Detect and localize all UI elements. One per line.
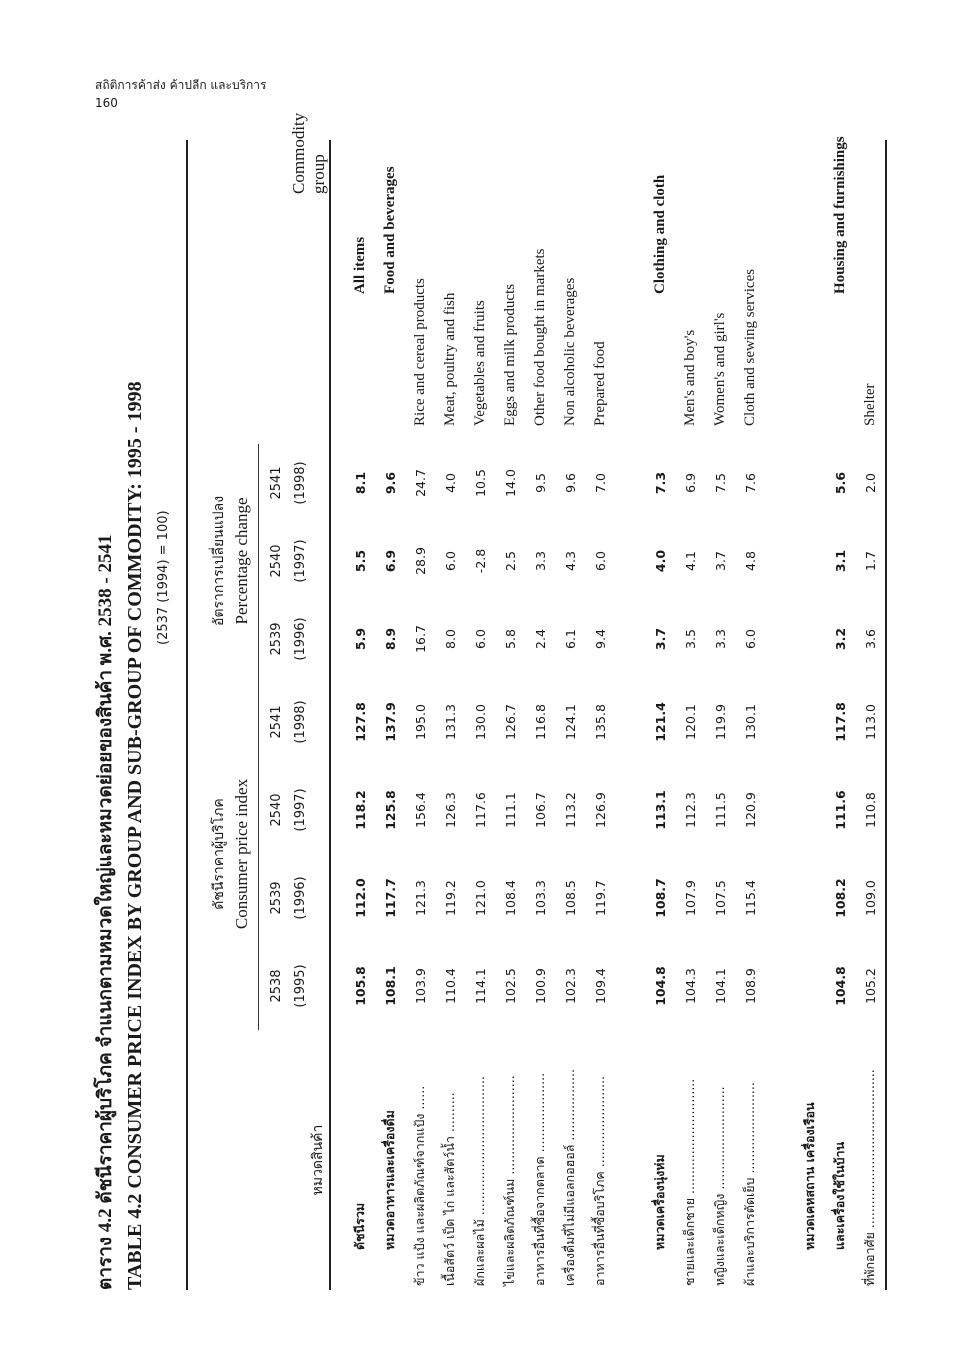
cpi-value: 117.8 <box>832 702 848 742</box>
cpi-value: 113.1 <box>652 790 668 830</box>
pct-change-value <box>795 522 825 600</box>
table-title-thai: ตาราง 4.2 ดัชนีราคาผู้บริโภค จำแนกตามหมวดใหญ่และหมวดย่อยของสินค้า พ.ศ. 2538 - 2541 <box>95 534 116 1290</box>
pct-change-value: 2.5 <box>502 551 518 571</box>
commodity-thai: อาหารอื่นที่ซื้อจากตลาด .................... <box>532 1072 547 1286</box>
commodity-thai: ไข่และผลิตภัณฑ์นม ......................... <box>502 1075 517 1286</box>
cpi-value: 109.4 <box>592 968 608 1004</box>
year-be-header: 2539 <box>268 881 284 915</box>
table-body <box>330 136 886 1290</box>
table-row <box>375 140 405 1290</box>
commodity-thai: หมวดเคหสถาน เครื่องเรือน <box>802 1102 817 1250</box>
cpi-value: 107.9 <box>682 880 698 916</box>
commodity-english: Non alcoholic beverages <box>561 277 578 426</box>
year-be-header: 2541 <box>268 705 284 739</box>
cpi-header-english: Consumer price index <box>232 778 251 930</box>
table-row <box>345 140 375 1290</box>
commodity-english: Men's and boy's <box>681 329 698 426</box>
cpi-value: 110.8 <box>862 792 878 828</box>
pct-year-ad-header: (1997) <box>293 539 308 583</box>
cpi-value: 125.8 <box>382 790 398 830</box>
cpi-value: 126.3 <box>442 792 458 828</box>
pct-change-value: 24.7 <box>412 469 428 497</box>
commodity-english <box>795 140 825 444</box>
pct-change-value: 2.4 <box>532 629 548 649</box>
table-row <box>735 140 765 1290</box>
commodity-english: Clothing and cloth <box>651 174 668 294</box>
cpi-value: 126.9 <box>592 792 608 828</box>
commodity-thai: และเครื่องใช้ในบ้าน <box>832 1141 847 1250</box>
pct-change-value: 9.6 <box>562 473 578 493</box>
cpi-value: 113.2 <box>562 792 578 828</box>
page-header <box>95 76 266 112</box>
pct-change-value: 3.7 <box>652 627 668 651</box>
spacer-row <box>765 140 795 1290</box>
commodity-thai: อาหารอื่นที่ซื้อบริโภค ....................... <box>592 1075 607 1286</box>
pct-change-value: 6.0 <box>472 629 488 649</box>
cpi-value: 195.0 <box>412 704 428 740</box>
commodity-english: Rice and cereal products <box>411 278 428 426</box>
commodity-header-english: Commodity group <box>289 112 328 194</box>
cpi-value <box>795 942 825 1030</box>
table-row <box>825 140 855 1290</box>
pct-change-value: 7.3 <box>652 471 668 495</box>
cpi-header-thai: ดัชนีราคาผู้บริโภค <box>211 798 227 910</box>
pct-change-value: 4.0 <box>652 549 668 573</box>
year-ad-header: (1997) <box>293 788 308 832</box>
table-row <box>585 140 615 1290</box>
cpi-value: 119.2 <box>442 880 458 916</box>
cpi-value: 102.3 <box>562 968 578 1004</box>
table-row <box>405 140 435 1290</box>
commodity-thai: ชายและเด็กชาย ............................. <box>682 1078 697 1286</box>
cpi-value: 110.4 <box>442 968 458 1004</box>
commodity-thai: หมวดเครื่องนุ่งห่ม <box>652 1154 667 1250</box>
commodity-thai: ผ้าและบริการตัดเย็บ ....................... <box>742 1082 757 1286</box>
cpi-value: 127.8 <box>352 702 368 742</box>
pct-change-value <box>795 600 825 678</box>
cpi-value: 109.0 <box>862 880 878 916</box>
spacer-row <box>615 140 645 1290</box>
pct-change-value: 5.8 <box>502 629 518 649</box>
pct-year-be-header: 2541 <box>268 466 284 500</box>
pct-change-value: 5.6 <box>832 471 848 495</box>
cpi-value: 120.1 <box>682 704 698 740</box>
commodity-english: Food and beverages <box>381 166 398 294</box>
pct-change-value: 6.9 <box>682 473 698 493</box>
year-ad-header: (1996) <box>293 876 308 920</box>
pct-change-value: 3.1 <box>832 549 848 573</box>
year-ad-header: (1995) <box>293 964 308 1008</box>
year-be-header: 2538 <box>268 969 284 1003</box>
cpi-value <box>795 678 825 766</box>
cpi-value: 114.1 <box>472 968 488 1004</box>
commodity-english: Eggs and milk products <box>501 283 518 426</box>
pct-change-value: 6.0 <box>592 551 608 571</box>
cpi-value: 120.9 <box>742 792 758 828</box>
cpi-value: 113.0 <box>862 704 878 740</box>
pct-change-value: 8.1 <box>352 471 368 495</box>
pct-change-value: 3.3 <box>712 629 728 649</box>
cpi-value: 118.2 <box>352 790 368 830</box>
cpi-value: 135.8 <box>592 704 608 740</box>
table-row <box>525 140 555 1290</box>
cpi-value: 111.6 <box>832 790 848 830</box>
cpi-value: 119.9 <box>712 704 728 740</box>
pct-change-value: 4.1 <box>682 551 698 571</box>
pct-change-value: 9.4 <box>592 629 608 649</box>
cpi-value: 121.4 <box>652 702 668 742</box>
cpi-value: 108.1 <box>382 966 398 1006</box>
commodity-english: Vegetables and fruits <box>471 300 488 426</box>
table-title-english: TABLE 4.2 CONSUMER PRICE INDEX BY GROUP AND SUB-GROUP OF COMMODITY: 1995 - 1998 <box>124 381 146 1290</box>
commodity-english: Housing and furnishings <box>831 136 848 294</box>
cpi-value: 100.9 <box>532 968 548 1004</box>
cpi-value: 102.5 <box>502 968 518 1004</box>
commodity-thai: ผักและผลไม้ ................................... <box>472 1076 487 1286</box>
pct-change-value: 10.5 <box>472 469 488 497</box>
cpi-value: 116.8 <box>532 704 548 740</box>
cpi-value: 105.8 <box>352 966 368 1006</box>
cpi-group-header <box>187 678 259 1030</box>
commodity-english: All items <box>351 236 368 294</box>
cpi-value: 105.2 <box>862 968 878 1004</box>
pct-change-value: 6.1 <box>562 629 578 649</box>
pct-change-value: 7.5 <box>712 473 728 493</box>
commodity-english: Women's and girl's <box>711 312 728 426</box>
cpi-value: 121.3 <box>412 880 428 916</box>
cpi-value: 108.4 <box>502 880 518 916</box>
pct-change-value: 14.0 <box>502 469 518 497</box>
pct-change-value: 2.0 <box>862 473 878 493</box>
pct-change-value: 3.2 <box>832 627 848 651</box>
pct-change-value: 7.6 <box>742 473 758 493</box>
table-row <box>435 140 465 1290</box>
commodity-thai: หมวดอาหารและเครื่องดื่ม <box>382 1110 397 1250</box>
pct-change-value: 28.9 <box>412 547 428 575</box>
pct-year-be-header: 2540 <box>268 544 284 578</box>
pct-change-value: 3.7 <box>712 551 728 571</box>
cpi-value: 106.7 <box>532 792 548 828</box>
cpi-value: 130.1 <box>742 704 758 740</box>
cpi-value: 130.0 <box>472 704 488 740</box>
pct-change-value: 8.0 <box>442 629 458 649</box>
cpi-value: 104.8 <box>652 966 668 1006</box>
pct-change-value: 6.0 <box>442 551 458 571</box>
cpi-value: 108.2 <box>832 878 848 918</box>
commodity-english: Other food bought in markets <box>531 248 548 426</box>
commodity-thai: ดัชนีรวม <box>352 1202 367 1250</box>
pct-change-value: 6.0 <box>742 629 758 649</box>
cpi-value <box>795 766 825 854</box>
pct-header-english: Percentage change <box>232 497 251 625</box>
table-row <box>675 140 705 1290</box>
pct-change-value: 5.5 <box>352 549 368 573</box>
pct-change-value: 4.3 <box>562 551 578 571</box>
page-number: 160 <box>95 96 118 110</box>
cpi-value: 112.3 <box>682 792 698 828</box>
table-row <box>555 140 585 1290</box>
pct-change-value: 3.6 <box>862 629 878 649</box>
pct-change-value: 6.9 <box>382 549 398 573</box>
cpi-value: 124.1 <box>562 704 578 740</box>
pct-change-value: 3.5 <box>682 629 698 649</box>
commodity-english: Cloth and sewing services <box>741 268 758 426</box>
pct-change-value: 1.7 <box>862 551 878 571</box>
pct-change-value: 16.7 <box>412 625 428 653</box>
table-row <box>855 140 886 1290</box>
pct-group-header <box>187 444 259 678</box>
rotated-table-page <box>90 112 878 1290</box>
commodity-thai: ข้าว แป้ง และผลิตภัณฑ์จากแป้ง ...... <box>412 1085 427 1286</box>
commodity-thai: เครื่องดื่มที่ไม่มีแอลกอฮอล์ .................. <box>562 1069 577 1286</box>
pct-change-value: 9.5 <box>532 473 548 493</box>
cpi-value: 111.1 <box>502 792 518 828</box>
cpi-value: 115.4 <box>742 880 758 916</box>
cpi-value: 108.7 <box>652 878 668 918</box>
table-row <box>645 140 675 1290</box>
cpi-value: 103.9 <box>412 968 428 1004</box>
commodity-english: Prepared food <box>591 341 608 426</box>
commodity-english: Meat, poultry and fish <box>441 292 458 426</box>
pct-change-value: 8.9 <box>382 627 398 651</box>
pct-year-ad-header: (1996) <box>293 617 308 661</box>
table-row <box>465 140 495 1290</box>
pct-change-value: 7.0 <box>592 473 608 493</box>
cpi-value: 112.0 <box>352 878 368 918</box>
cpi-value: 111.5 <box>712 792 728 828</box>
publication-title: สถิติการค้าส่ง ค้าปลีก และบริการ <box>95 78 267 92</box>
base-year-note: (2537 (1994) = 100) <box>156 510 171 645</box>
commodity-header-thai: หมวดสินค้า <box>310 1124 326 1196</box>
pct-change-value: -2.8 <box>472 548 488 574</box>
commodity-thai: ที่พักอาศัย ........................................ <box>862 1069 877 1286</box>
pct-change-value: 4.8 <box>742 551 758 571</box>
pct-change-value: 5.9 <box>352 627 368 651</box>
commodity-english: Shelter <box>861 383 878 426</box>
table-row <box>705 140 735 1290</box>
cpi-value <box>795 854 825 942</box>
cpi-value: 131.3 <box>442 704 458 740</box>
cpi-value: 104.1 <box>712 968 728 1004</box>
cpi-table <box>186 112 887 1290</box>
pct-change-value: 4.0 <box>442 473 458 493</box>
cpi-value: 104.3 <box>682 968 698 1004</box>
cpi-value: 126.7 <box>502 704 518 740</box>
table-row <box>495 140 525 1290</box>
year-be-header: 2540 <box>268 793 284 827</box>
pct-header-thai: อัตราการเปลี่ยนแปลง <box>211 495 227 627</box>
cpi-value: 137.9 <box>382 702 398 742</box>
cpi-value: 104.8 <box>832 966 848 1006</box>
commodity-thai: เนื้อสัตว์ เป็ด ไก่ และสัตว์น้ำ .......... <box>442 1092 457 1286</box>
cpi-value: 119.7 <box>592 880 608 916</box>
pct-change-value: 9.6 <box>382 471 398 495</box>
cpi-value: 108.5 <box>562 880 578 916</box>
cpi-value: 156.4 <box>412 792 428 828</box>
cpi-value: 117.6 <box>472 792 488 828</box>
cpi-value: 117.7 <box>382 878 398 918</box>
year-ad-header: (1998) <box>293 700 308 744</box>
cpi-value: 107.5 <box>712 880 728 916</box>
commodity-thai: หญิงและเด็กหญิง .......................... <box>712 1086 727 1286</box>
cpi-value: 121.0 <box>472 880 488 916</box>
pct-year-be-header: 2539 <box>268 622 284 656</box>
pct-change-value: 3.3 <box>532 551 548 571</box>
cpi-value: 103.3 <box>532 880 548 916</box>
pct-change-value <box>795 444 825 522</box>
cpi-value: 108.9 <box>742 968 758 1004</box>
pct-year-ad-header: (1998) <box>293 461 308 505</box>
table-row <box>795 140 825 1290</box>
